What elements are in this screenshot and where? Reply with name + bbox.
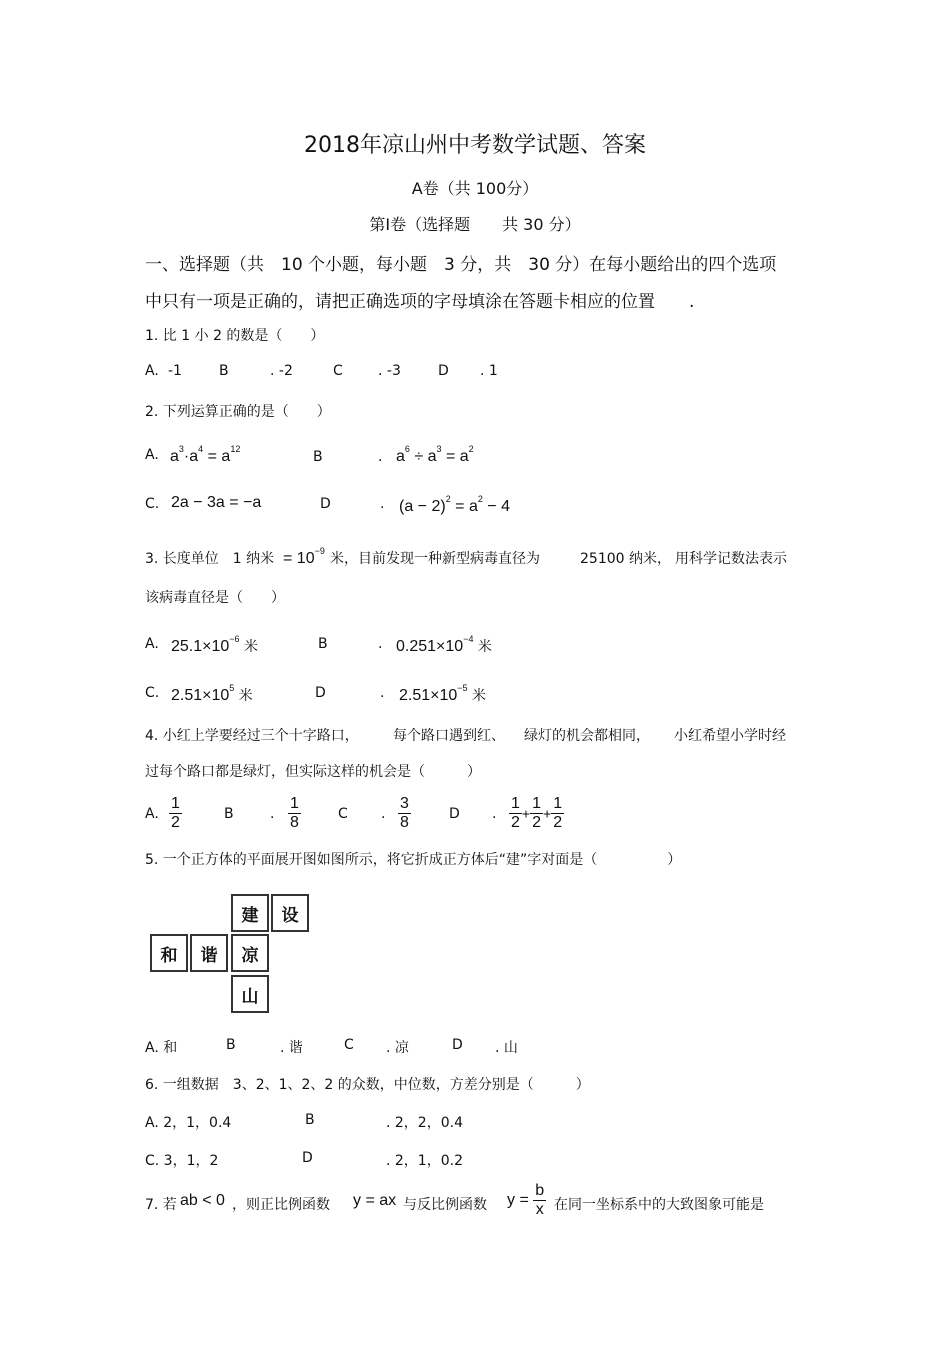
q2-option-b-label: B: [313, 449, 323, 465]
q2-option-a-label: A.: [145, 447, 159, 463]
question-7-stem-a: 7. 若: [145, 1197, 177, 1213]
q1-option-a-label: A.: [145, 363, 159, 379]
q3-option-d-expr: $2.51\times 10^{-5}$ 米: [399, 683, 486, 704]
q7-condition-expr: ab < 0: [180, 1192, 225, 1209]
page-title: 2018年凉山州中考数学试题、答案: [304, 133, 646, 158]
q6-option-a: A. 2，1，0.4: [145, 1115, 232, 1131]
q2-option-a-expr: $a^3\cdot a^4 = a^{12}$: [170, 444, 241, 465]
q5-option-c-label: C: [344, 1037, 354, 1053]
q3-option-b-dot: .: [378, 636, 383, 652]
q3-option-a-label: A.: [145, 636, 159, 652]
question-7-stem-b: ，则正比例函数: [232, 1197, 330, 1213]
q5-option-d-label: D: [452, 1037, 463, 1053]
q5-option-d-value: . 山: [495, 1040, 518, 1056]
q1-option-a-value: -1: [168, 363, 182, 379]
cube-net-figure: [150, 894, 312, 1016]
q3-option-d-dot: .: [380, 685, 385, 701]
cube-face-xie: 谐: [190, 934, 228, 972]
question-7-stem-d: 在同一坐标系中的大致图象可能是: [554, 1197, 764, 1213]
question-3-stem-b: 米，目前发现一种新型病毒直径为: [330, 551, 540, 567]
question-4-stem-2: 过每个路口都是绿灯，但实际这样的机会是（ ）: [145, 764, 481, 780]
question-4-stem-d: 小红希望小学时经: [674, 728, 786, 744]
question-3-stem-2: 该病毒直径是（ ）: [145, 590, 285, 606]
cube-face-liang: 凉: [231, 934, 269, 972]
q4-option-d-dot: .: [492, 806, 497, 822]
q7-inverse-function: y = $\frac{b}{x}$: [507, 1182, 545, 1218]
question-3-stem-c: 25100 纳米，: [580, 551, 671, 567]
q2-option-b-dot: .: [378, 449, 383, 465]
q1-option-b-value: . -2: [270, 363, 293, 379]
q1-option-d-label: D: [438, 363, 449, 379]
q5-option-a: A. 和: [145, 1040, 178, 1056]
q6-option-d-label: D: [302, 1150, 313, 1166]
q3-option-a-expr: $25.1\times 10^{-6}$ 米: [171, 634, 258, 655]
q4-option-b-label: B: [224, 806, 234, 822]
q4-option-c-dot: .: [381, 806, 386, 822]
q4-option-d-label: D: [449, 806, 460, 822]
q5-option-b-value: . 谐: [280, 1040, 303, 1056]
q3-option-c-label: C.: [145, 685, 160, 701]
question-6-stem: 6. 一组数据 3、2、1、2、2 的众数，中位数，方差分别是（ ）: [145, 1077, 590, 1093]
section-instructions-line1: 一、选择题（共 10 个小题，每小题 3 分，共 30 分）在每小题给出的四个选项: [145, 255, 777, 275]
q4-option-c-fraction: $\frac{3}{8}$: [400, 795, 409, 831]
question-7-stem-c: 与反比例函数: [403, 1197, 487, 1213]
q3-option-b-expr: $0.251\times 10^{-4}$ 米: [396, 634, 492, 655]
q1-option-c-label: C: [333, 363, 343, 379]
q3-nano-expr: = $10^{-9}$: [283, 546, 325, 567]
q6-option-b-label: B: [305, 1112, 315, 1128]
cube-face-shan: 山: [231, 975, 269, 1013]
q2-option-d-dot: .: [380, 496, 385, 512]
q2-option-d-expr: $(a - 2)^2 = a^2 - 4$: [399, 494, 510, 515]
q3-option-b-label: B: [318, 636, 328, 652]
q7-linear-function: y = ax: [353, 1192, 397, 1209]
cube-face-she: 设: [271, 894, 309, 932]
q2-option-d-label: D: [320, 496, 331, 512]
q1-option-c-value: . -3: [378, 363, 401, 379]
part-one-heading: 第Ⅰ卷（选择题 共 30 分）: [369, 215, 581, 234]
question-5-stem: 5. 一个正方体的平面展开图如图所示，将它折成正方体后“建”字对面是（ ）: [145, 852, 682, 868]
question-3-stem-a: 3. 长度单位 1 纳米: [145, 551, 275, 567]
section-instructions-line2: 中只有一项是正确的，请把正确选项的字母填涂在答题卡相应的位置 .: [145, 292, 695, 312]
question-4-stem-b: 每个路口遇到红、: [393, 728, 505, 744]
q4-option-c-label: C: [338, 806, 348, 822]
q5-option-b-label: B: [226, 1037, 236, 1053]
q4-option-b-dot: .: [270, 806, 275, 822]
q5-option-c-value: . 凉: [386, 1040, 409, 1056]
question-3-stem-d: 用科学记数法表示: [675, 551, 787, 567]
q4-option-b-fraction: $\frac{1}{8}$: [290, 795, 299, 831]
question-1-stem: 1. 比 1 小 2 的数是（ ）: [145, 328, 325, 344]
q1-option-b-label: B: [219, 363, 229, 379]
question-2-stem: 2. 下列运算正确的是（ ）: [145, 404, 331, 420]
q4-option-d-expr: $\frac{1}{2}$ + $\frac{1}{2}$ + $\frac{1}{2}$: [511, 795, 563, 831]
q6-option-b-value: . 2，2，0.4: [386, 1115, 463, 1131]
q4-option-a-label: A.: [145, 806, 159, 822]
q2-option-c-label: C.: [145, 496, 160, 512]
section-a-heading: A卷（共 100分）: [411, 179, 539, 198]
cube-face-jian: 建: [231, 894, 269, 932]
q3-option-c-expr: $2.51\times 10^5$ 米: [171, 683, 253, 704]
cube-face-he: 和: [150, 934, 188, 972]
question-4-stem-c: 绿灯的机会都相同，: [524, 728, 650, 744]
q4-option-a-fraction: $\frac{1}{2}$: [171, 795, 180, 831]
q6-option-d-value: . 2，1，0.2: [386, 1153, 463, 1169]
q3-option-d-label: D: [315, 685, 326, 701]
q2-option-c-expr: 2a − 3a = −a: [171, 494, 262, 511]
question-4-stem-a: 4. 小红上学要经过三个十字路口，: [145, 728, 359, 744]
q1-option-d-value: . 1: [480, 363, 498, 379]
q6-option-c: C. 3，1，2: [145, 1153, 219, 1169]
q2-option-b-expr: $a^6 \div a^3 = a^2$: [396, 444, 474, 465]
